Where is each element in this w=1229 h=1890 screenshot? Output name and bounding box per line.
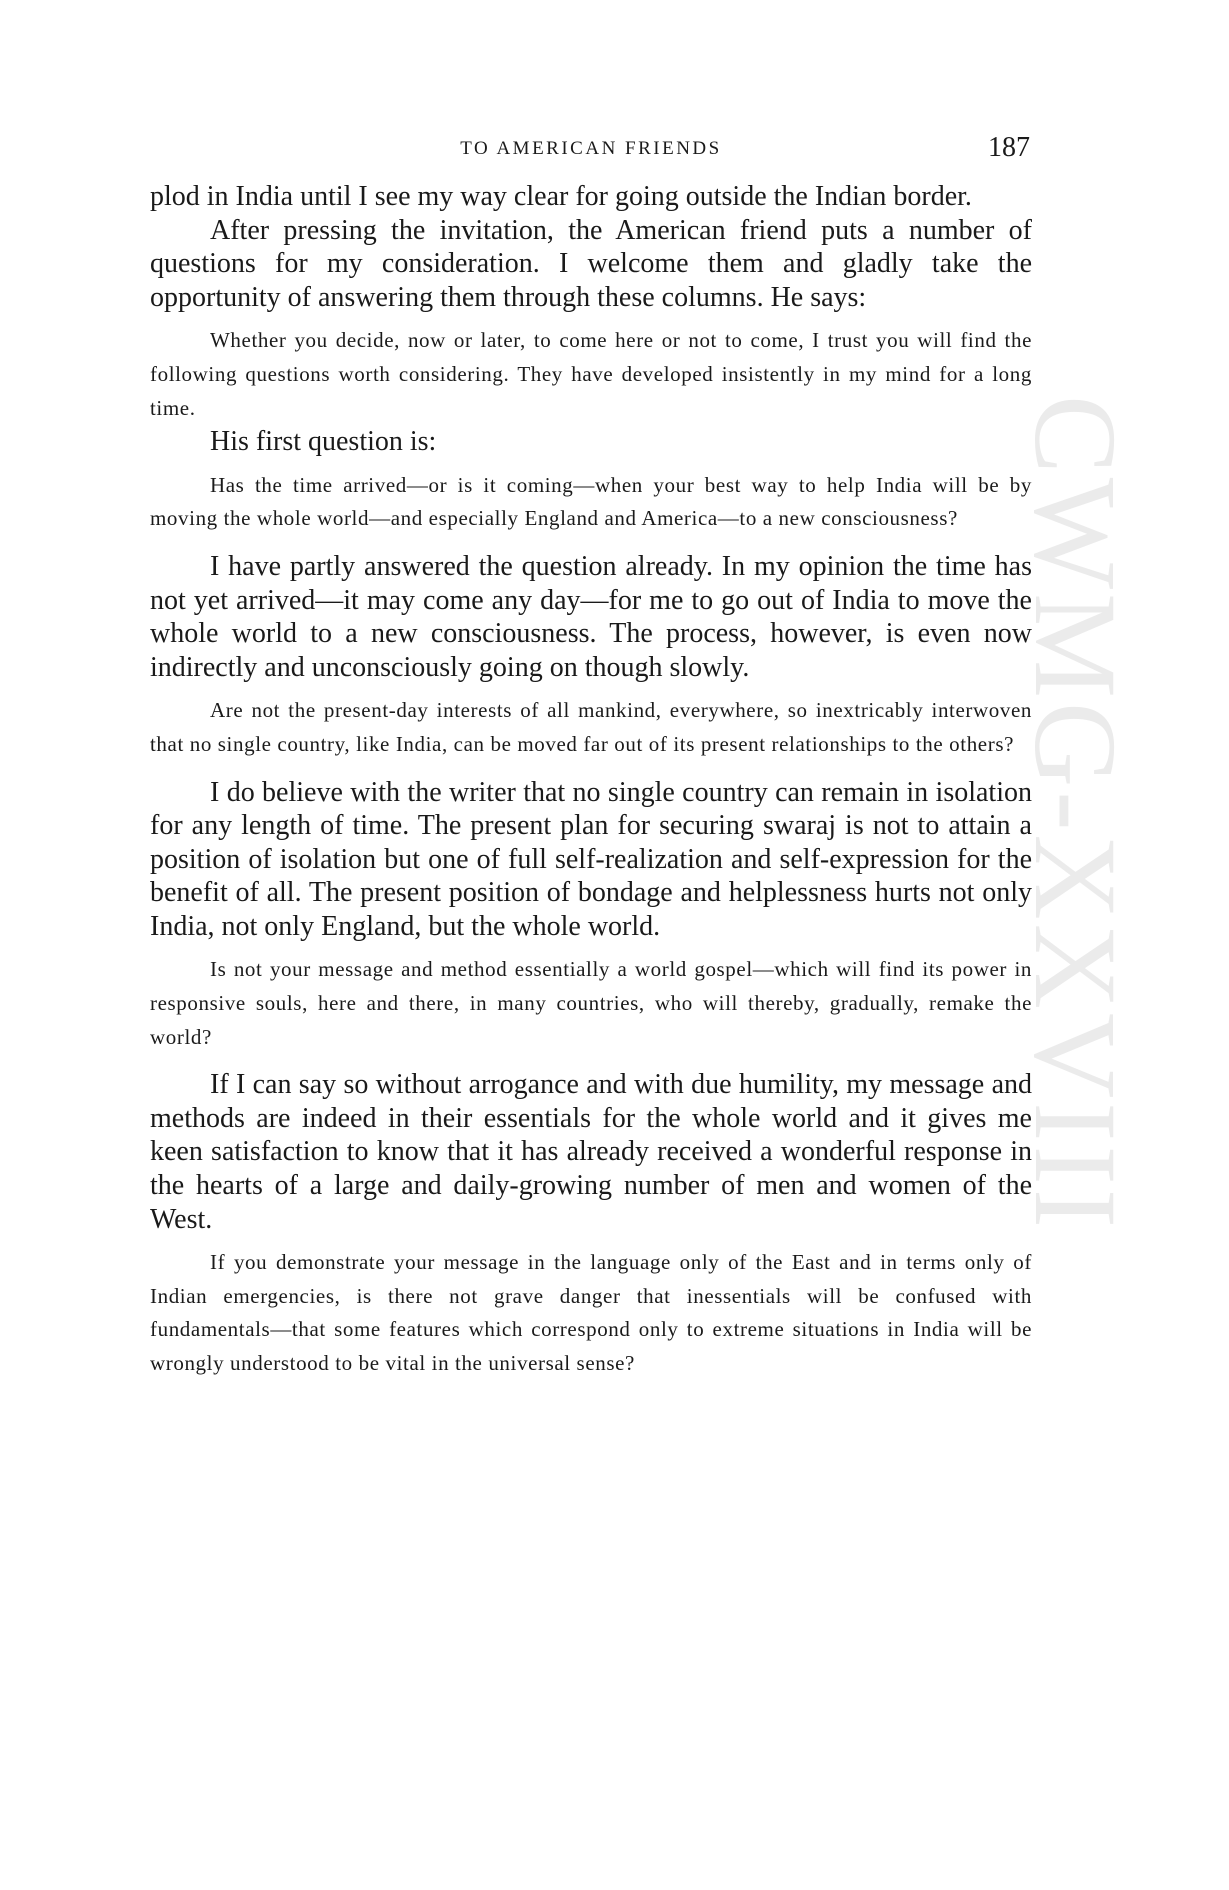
- page-header: [150, 132, 1032, 172]
- quoted-paragraph: If you demonstrate your message in the language only of the East and in terms only of Indian emergencies, is there not grave danger that inessentials will be confused with fundamentals—that some features which correspond only to extreme situations in India will be wrongly understood to be vital in the universal sense?: [150, 1250, 1032, 1375]
- body-paragraph: His first question is:: [210, 426, 437, 458]
- body-paragraph: After pressing the invitation, the American friend puts a number of questions for my consideration. I welcome them and gladly take the opportunity of answering them through these columns. He says:: [150, 214, 1032, 313]
- quoted-paragraph: Are not the present-day interests of all mankind, everywhere, so inextricably interwoven that no single country, like India, can be moved far out of its present relationships to the others?: [150, 698, 1032, 756]
- body-paragraph: plod in India until I see my way clear for going outside the Indian border.: [150, 181, 972, 212]
- watermark: CWMG-XXVIII: [1010, 395, 1141, 1233]
- page-number: 187: [988, 132, 1030, 163]
- body-paragraph: If I can say so without arrogance and with due humility, my message and methods are indeed in their essentials for the whole world and it gives me keen satisfaction to know that it has already received a wonderful response in the hearts of a large and daily-growing number of men and women of the West.: [150, 1069, 1032, 1235]
- quoted-paragraph: Is not your message and method essentially a world gospel—which will find its power in responsive souls, here and there, in many countries, who will thereby, gradually, remake the world?: [150, 957, 1032, 1049]
- body-paragraph: I do believe with the writer that no single country can remain in isolation for any length of time. The present plan for securing swaraj is not to attain a position of isolation but one of full self-realization and self-expression for the benefit of all. The present position of bondage and helplessness hurts not only India, not only England, but the whole world.: [150, 776, 1032, 942]
- running-head: TO AMERICAN FRIENDS: [460, 138, 722, 159]
- quoted-paragraph: Whether you decide, now or later, to come here or not to come, I trust you will find the following questions worth considering. They have developed insistently in my mind for a long time.: [150, 328, 1032, 420]
- quoted-paragraph: Has the time arrived—or is it coming—when your best way to help India will be by moving the whole world—and especially England and America—to a new consciousness?: [150, 472, 1032, 531]
- page-body: [150, 180, 1032, 1381]
- body-paragraph: I have partly answered the question already. In my opinion the time has not yet arrived—it may come any day—for me to go out of India to move the whole world to a new consciousness. The process, however, is even now indirectly and unconsciously going on though slowly.: [150, 550, 1032, 683]
